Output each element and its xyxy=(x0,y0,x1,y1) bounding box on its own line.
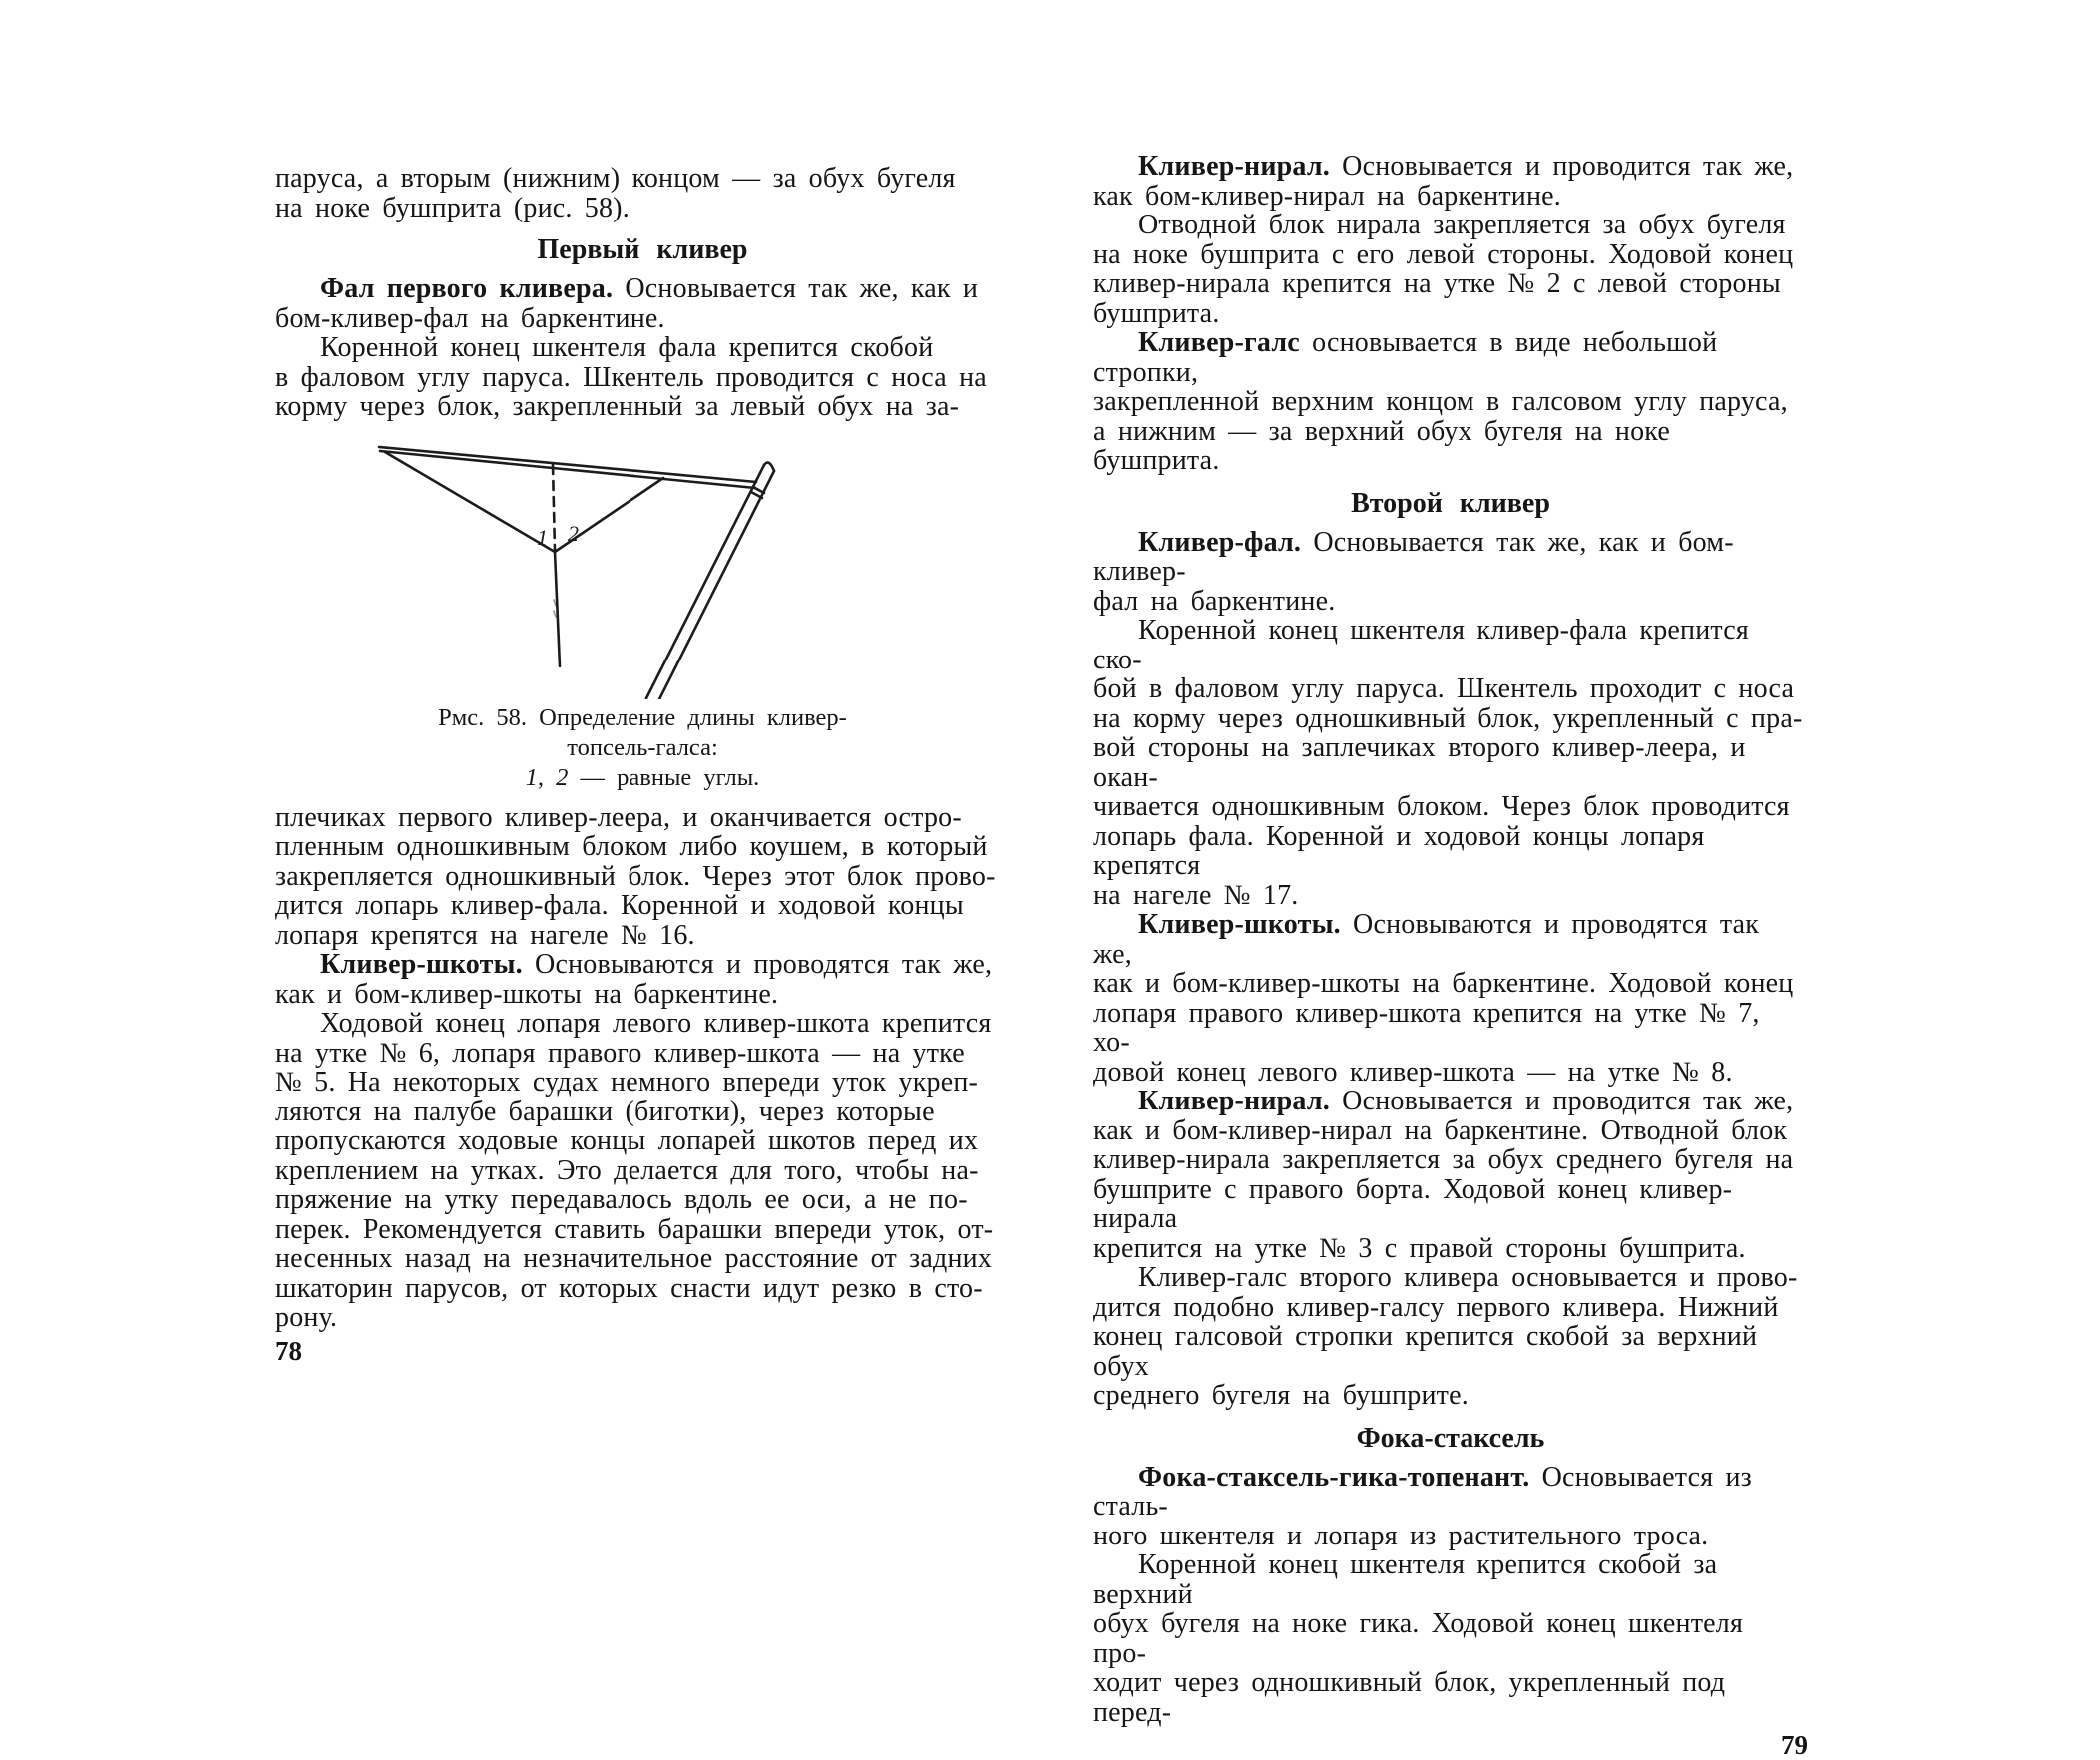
figure-58-drawing xyxy=(377,432,873,699)
paragraph-kliver-shkoty xyxy=(275,950,1010,1009)
paragraph-text: Коренной конец шкентеля кливер-фала крепится ско- бой в фаловом углу паруса. Шкентель проходит с носа на корму через одношкивный блок, укрепленный с пра- вой стороны на заплечиках второго кливер-леера, и окан- чивается одношкивным блоком. Через блок проводится лопарь фала. Коренной и ходовой концы лопаря крепятся на нагеле № 17. xyxy=(1093,615,1803,911)
paragraph-kliver-fal xyxy=(1093,528,1808,617)
paragraph-text: Кливер-галс второго кливера основывается и прово- дится подобно кливер-галсу первого кливера. Нижний конец галсовой стропки крепится скобой за верхний обух среднего бугеля на бушприте. xyxy=(1093,1262,1798,1411)
paragraph-khodovoy-konets xyxy=(275,1009,1010,1333)
paragraph-continuation-top xyxy=(275,164,1010,222)
paragraph-gika-topenant xyxy=(1093,1463,1808,1551)
paragraph-text: Ходовой конец лопаря левого кливер-шкота крепится на утке № 6, лопаря правого кливер-шкота — на утке № 5. На некоторых судах немного впереди уток укреп- ляются на палубе барашки (биготки), через которые пропускаются ходовые концы лопарей шкотов перед их креплением на утках. Это делается для того, чтобы на- пряжение на утку передавалось вдоль ее оси, а не по- перек. Рекомендуется ставить барашки впереди уток, от- несенных назад на незначительное расстояние от задних шкаторин парусов, от которых снасти идут резко в сто- рону. xyxy=(275,1008,994,1333)
caption-line-2: топсель-галса: xyxy=(567,733,718,761)
figure-58 xyxy=(275,432,1010,793)
caption-line-1: Рмс. 58. Определение длины кливер- xyxy=(438,703,847,731)
paragraph-kliver-gals xyxy=(1093,328,1808,476)
page-number-78: 78 xyxy=(275,1335,302,1366)
paragraph-text: Коренной конец шкентеля фала крепится скобой в фаловом углу паруса. Шкентель проводится с носа на корму через блок, закрепленный за левый обух на за- xyxy=(275,332,987,422)
paragraph-lead-in: Кливер-фал. xyxy=(1138,526,1302,558)
stay-line xyxy=(379,447,756,482)
paragraph-lead-in: Фока-стаксель-гика-топенант. xyxy=(1138,1461,1530,1493)
paragraph-korennoy-konets xyxy=(275,333,1010,422)
dashed-vertical-line xyxy=(553,465,555,550)
lower-vertical-line xyxy=(555,552,560,666)
paragraph-korennoy-konets-2 xyxy=(1093,616,1808,910)
paragraph-text: Коренной конец шкентеля крепится скобой за верхний обух бугеля на ноке гика. Ходовой конец шкентеля про- ходит через одношкивный блок, укрепленный под перед- xyxy=(1093,1549,1744,1728)
paragraph-fal-pervogo-klivera xyxy=(275,274,1010,333)
heading-foka-staksel: Фока-стаксель xyxy=(1356,1422,1545,1454)
paragraph-otvodnoy-blok xyxy=(1093,211,1808,328)
angle-label-1: 1 xyxy=(537,524,548,550)
figure-58-caption xyxy=(275,703,1010,793)
paragraph-text: плечиках первого кливер-леера, и оканчивается остро- пленным одношкивным блоком либо коушем, в который закрепляется одношкивный блок. Через этот блок прово- дится лопарь кливер-фала. Коренной и ходовой концы лопаря крепятся на нагеле № 16. xyxy=(275,801,996,951)
paragraph-text: Основываются и проводятся так же, как и бом-кливер-шкоты на баркентине. Ходовой конец лопаря правого кливер-шкота крепится на утке № 7, хо- довой конец левого кливер-шкота — на утке № 8. xyxy=(1093,909,1794,1088)
heading-perviy-kliver: Первый кливер xyxy=(537,234,748,265)
paragraph-lead-in: Кливер-шкоты. xyxy=(1138,909,1341,940)
heading-vtoroy-kliver: Второй кливер xyxy=(1351,487,1550,519)
paragraph-text: Основывается и проводится так же, как бом-кливер-нирал на баркентине. xyxy=(1093,151,1794,212)
paragraph-plechikakh xyxy=(275,803,1010,951)
paragraph-kliver-niral-1 xyxy=(1093,152,1808,211)
caption-key-numbers: 1, 2 xyxy=(525,763,569,791)
paragraph-text: Основывается и проводится так же, как и бом-кливер-нирал на баркентине. Отводной блок кливер-нирала закрепляется за обух среднего бугеля на бушприте с правого борта. Ходовой конец кливер-нирала крепится на утке № 3 с правой стороны бушприта. xyxy=(1093,1086,1794,1264)
right-page-column xyxy=(1093,152,1808,1760)
paragraph-kliver-niral-2 xyxy=(1093,1087,1808,1263)
bowsprit-outline xyxy=(646,465,764,698)
scan-smudge xyxy=(554,600,556,617)
paragraph-kliver-shkoty-2 xyxy=(1093,910,1808,1087)
paragraph-lead-in: Кливер-шкоты. xyxy=(320,949,523,980)
paragraph-lead-in: Кливер-нирал. xyxy=(1138,151,1330,182)
left-page-column xyxy=(275,164,1010,1366)
paragraph-text: основывается в виде небольшой стропки, закрепленной верхним концом в галсовом углу паруса, а нижним — за верхний обух бугеля на ноке бушприта. xyxy=(1093,327,1788,476)
angle-label-2: 2 xyxy=(568,520,579,546)
caption-line-3 xyxy=(275,763,1010,793)
paragraph-text: Основывается из сталь- ного шкентеля и лопаря из растительного троса. xyxy=(1093,1461,1752,1551)
paragraph-text: Основывается так же, как и бом-кливер-фал на баркентине. xyxy=(275,273,979,334)
caption-key-text: — равные углы. xyxy=(568,763,760,791)
page-number-79: 79 xyxy=(1781,1730,1808,1760)
paragraph-text: Основываются и проводятся так же, как и бом-кливер-шкоты на баркентине. xyxy=(275,949,993,1010)
bowsprit-cap xyxy=(764,462,774,470)
paragraph-kliver-gals-vtorogo xyxy=(1093,1263,1808,1411)
paragraph-korennoy-konets-3 xyxy=(1093,1550,1808,1727)
paragraph-text: Отводной блок нирала закрепляется за обух бугеля на ноке бушприта с его левой стороны. Ходовой конец кливер-нирала крепится на утке № 2 с левой стороны бушприта. xyxy=(1093,210,1794,329)
bowsprit-outline-2 xyxy=(657,471,774,699)
paragraph-text: Основывается так же, как и бом-кливер- фал на баркентине. xyxy=(1093,526,1734,617)
paragraph-lead-in: Кливер-нирал. xyxy=(1138,1086,1330,1116)
paragraph-lead-in: Фал первого кливера. xyxy=(320,273,614,304)
paragraph-lead-in: Кливер-галс xyxy=(1138,327,1300,358)
paragraph-text: паруса, а вторым (нижним) концом — за обух бугеля на ноке бушприта (рис. 58). xyxy=(275,163,956,223)
